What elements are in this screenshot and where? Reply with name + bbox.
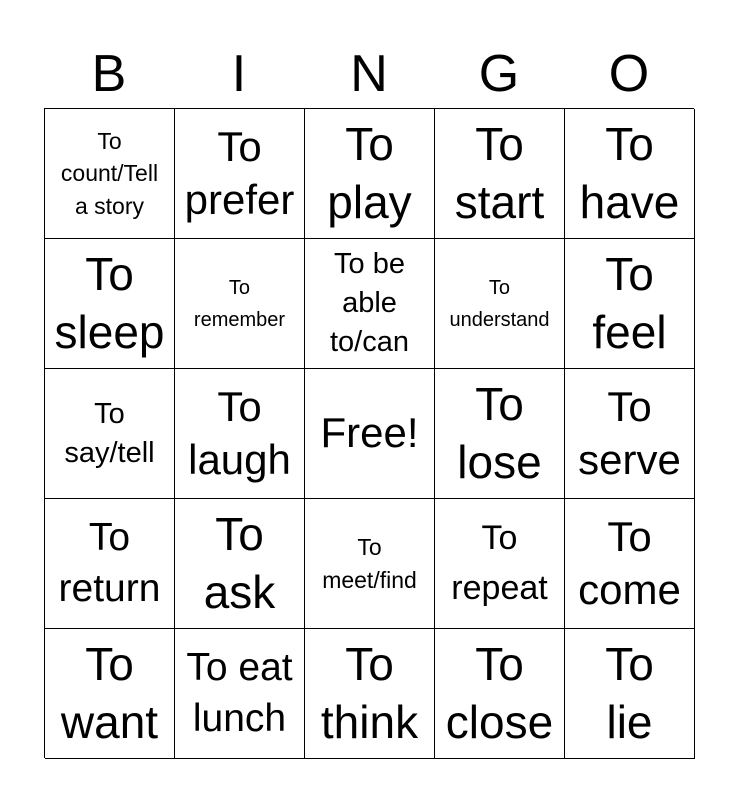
- cell-text: To eat lunch: [186, 645, 293, 740]
- bingo-cell[interactable]: [45, 239, 175, 369]
- bingo-cell[interactable]: [175, 629, 305, 759]
- bingo-cell[interactable]: [565, 629, 695, 759]
- cell-text: To be able to/can: [330, 248, 409, 358]
- bingo-board: [44, 108, 694, 758]
- bingo-cell[interactable]: [565, 239, 695, 369]
- bingo-cell[interactable]: [565, 369, 695, 499]
- free-space-label: Free!: [320, 409, 419, 457]
- cell-text: To lie: [605, 637, 654, 748]
- bingo-cell[interactable]: [435, 629, 565, 759]
- cell-text: To meet/find: [322, 534, 417, 593]
- cell-text: To ask: [203, 507, 276, 618]
- cell-text: To serve: [578, 382, 681, 483]
- cell-text: To prefer: [184, 122, 295, 223]
- header-letter-o: O: [608, 45, 650, 103]
- bingo-cell[interactable]: [175, 499, 305, 629]
- cell-text: To feel: [592, 247, 667, 358]
- cell-text: To lose: [457, 377, 542, 488]
- cell-text: To come: [578, 512, 681, 613]
- bingo-cell[interactable]: [305, 109, 435, 239]
- bingo-cell[interactable]: [45, 499, 175, 629]
- header-letter-i: I: [231, 45, 247, 103]
- cell-text: To return: [58, 515, 161, 610]
- cell-text: To play: [327, 117, 412, 228]
- cell-text: To laugh: [188, 382, 291, 483]
- bingo-cell[interactable]: [435, 239, 565, 369]
- bingo-cell[interactable]: [175, 369, 305, 499]
- bingo-header: [44, 40, 694, 108]
- bingo-cell[interactable]: [175, 239, 305, 369]
- cell-text: To say/tell: [64, 397, 155, 469]
- bingo-cell[interactable]: [435, 369, 565, 499]
- bingo-cell[interactable]: [305, 239, 435, 369]
- cell-text: To sleep: [54, 247, 165, 358]
- bingo-cell[interactable]: [45, 629, 175, 759]
- bingo-cell[interactable]: [305, 629, 435, 759]
- cell-text: To think: [320, 637, 419, 748]
- bingo-cell[interactable]: [175, 109, 305, 239]
- bingo-cell[interactable]: [45, 369, 175, 499]
- cell-text: To count/Tell a story: [60, 128, 159, 219]
- cell-text: To remember: [193, 276, 286, 331]
- cell-text: To want: [60, 637, 159, 748]
- cell-text: To repeat: [451, 519, 548, 607]
- header-letter-g: G: [478, 45, 520, 103]
- cell-text: To start: [454, 117, 545, 228]
- free-space-cell[interactable]: [305, 369, 435, 499]
- bingo-cell[interactable]: [435, 499, 565, 629]
- bingo-cell[interactable]: [435, 109, 565, 239]
- cell-text: To close: [445, 637, 554, 748]
- cell-text: To understand: [449, 276, 550, 331]
- header-letter-n: N: [350, 45, 388, 103]
- cell-text: To have: [579, 117, 680, 228]
- bingo-cell[interactable]: [305, 499, 435, 629]
- header-letter-b: B: [91, 45, 127, 103]
- bingo-cell[interactable]: [45, 109, 175, 239]
- bingo-cell[interactable]: [565, 109, 695, 239]
- bingo-cell[interactable]: [565, 499, 695, 629]
